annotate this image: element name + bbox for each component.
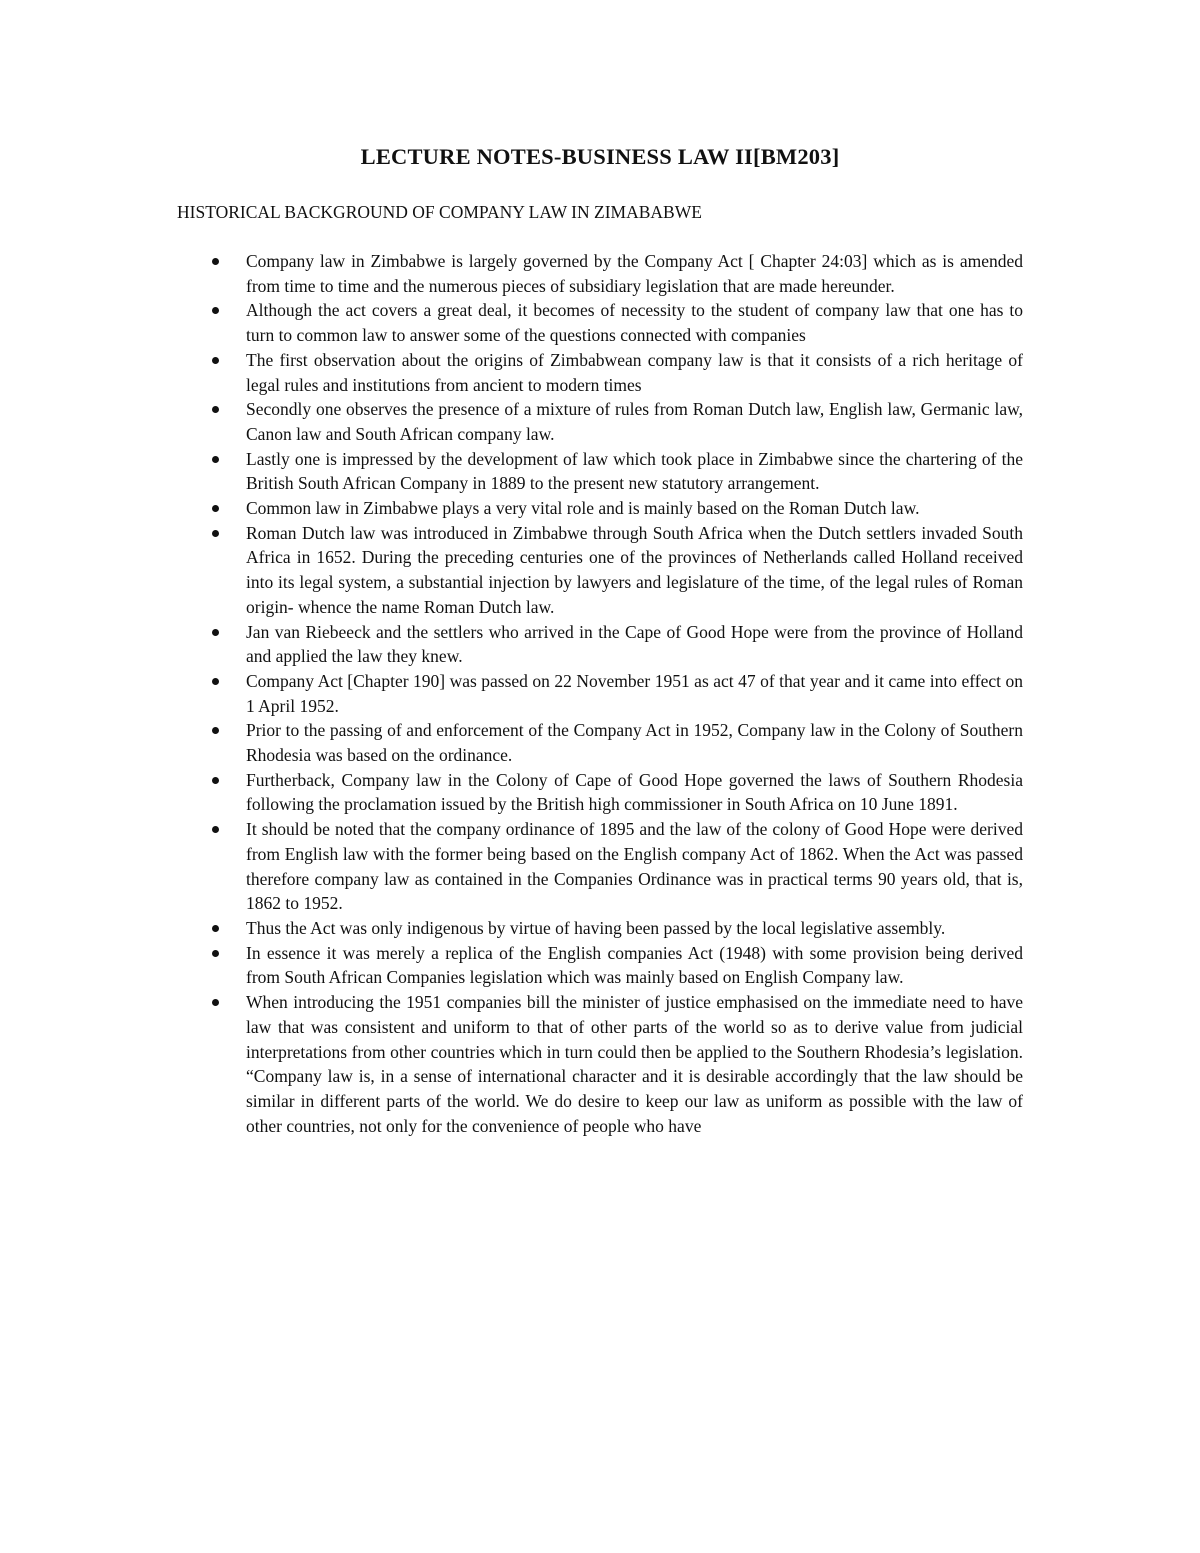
bullet-icon: [212, 727, 219, 734]
list-item-text: It should be noted that the company ordinance of 1895 and the law of the colony of Good Hope were derived from English law with the former being based on the English company Act of 1862. When the Act was passed therefore company law as contained in the Companies Ordinance was in practical terms 90 years old, that is, 1862 to 1952.: [246, 819, 1023, 914]
bullet-icon: [212, 950, 219, 957]
list-item: [0, 817, 1200, 916]
list-item: [0, 768, 1200, 817]
bullet-icon: [212, 629, 219, 636]
list-item: [0, 718, 1200, 767]
list-item: [0, 941, 1200, 990]
list-item-text: Company law in Zimbabwe is largely governed by the Company Act [ Chapter 24:03] which as is amended from time to time and the numerous pieces of subsidiary legislation that are made hereunder.: [246, 251, 1023, 296]
list-item-text: Company Act [Chapter 190] was passed on 22 November 1951 as act 47 of that year and it came into effect on 1 April 1952.: [246, 670, 1023, 716]
list-item: [0, 496, 1200, 521]
list-item-text: Prior to the passing of and enforcement of the Company Act in 1952, Company law in the Colony of Southern Rhodesia was based on the ordinance.: [246, 720, 1023, 766]
list-item-text: Roman Dutch law was introduced in Zimbabwe through South Africa when the Dutch settlers invaded South Africa in 1652. During the preceding centuries one of the provinces of Netherlands called Holland received into its legal system, a substantial injection by lawyers and legislature of the time, of the legal rules of Roman origin- whence the name Roman Dutch law.: [246, 522, 1023, 617]
bullet-list: [0, 249, 1200, 1138]
bullet-icon: [212, 456, 219, 463]
bullet-icon: [212, 258, 219, 265]
bullet-icon: [212, 406, 219, 413]
bullet-icon: [212, 505, 219, 512]
list-item-text: The first observation about the origins of Zimbabwean company law is that it consists of a rich heritage of legal rules and institutions from ancient to modern times: [246, 349, 1023, 395]
bullet-icon: [212, 925, 219, 932]
bullet-icon: [212, 777, 219, 784]
list-item: [0, 298, 1200, 347]
list-item: [0, 620, 1200, 669]
section-heading: HISTORICAL BACKGROUND OF COMPANY LAW IN ZIMABABWE: [177, 202, 702, 222]
list-item-text: Lastly one is impressed by the development of law which took place in Zimbabwe since the chartering of the British South African Company in 1889 to the present new statutory arrangement.: [246, 448, 1023, 494]
list-item-text: In essence it was merely a replica of the English companies Act (1948) with some provision being derived from South African Companies legislation which was mainly based on English Company law.: [246, 942, 1023, 988]
list-item-text: Thus the Act was only indigenous by virtue of having been passed by the local legislative assembly.: [246, 917, 946, 938]
list-item: [0, 990, 1200, 1138]
list-item-text: Furtherback, Company law in the Colony of Cape of Good Hope governed the laws of Southern Rhodesia following the proclamation issued by the British high commissioner in South Africa on 10 June 1891.: [246, 769, 1023, 815]
bullet-icon: [212, 357, 219, 364]
bullet-icon: [212, 678, 219, 685]
list-item: [0, 249, 1200, 298]
list-item-text: Although the act covers a great deal, it becomes of necessity to the student of company law that one has to turn to common law to answer some of the questions connected with companies: [246, 300, 1023, 346]
list-item-text: Secondly one observes the presence of a mixture of rules from Roman Dutch law, English law, Germanic law, Canon law and South African company law.: [246, 399, 1023, 444]
list-item-text: When introducing the 1951 companies bill the minister of justice emphasised on the immediate need to have law that was consistent and uniform to that of other parts of the world so as to derive value from judicial interpretations from other countries which in turn could then be applied to the Southern Rhodesia’s legislation. “Company law is, in a sense of international character and it is desirable accordingly that the law should be similar in different parts of the world. We do desire to keep our law as uniform as possible with the law of other countries, not only for the convenience of people who have: [246, 992, 1023, 1136]
list-item: [0, 348, 1200, 397]
document-title: LECTURE NOTES-BUSINESS LAW II[BM203]: [360, 144, 840, 169]
list-item: [0, 447, 1200, 496]
list-item: [0, 521, 1200, 620]
list-item-text: Jan van Riebeeck and the settlers who arrived in the Cape of Good Hope were from the province of Holland and applied the law they knew.: [246, 621, 1023, 667]
bullet-icon: [212, 826, 219, 833]
bullet-icon: [212, 530, 219, 537]
list-item: [0, 669, 1200, 718]
list-item: [0, 397, 1200, 446]
list-item-text: Common law in Zimbabwe plays a very vital role and is mainly based on the Roman Dutch law.: [246, 498, 920, 519]
list-item: [0, 916, 1200, 941]
bullet-icon: [212, 999, 219, 1006]
bullet-icon: [212, 307, 219, 314]
